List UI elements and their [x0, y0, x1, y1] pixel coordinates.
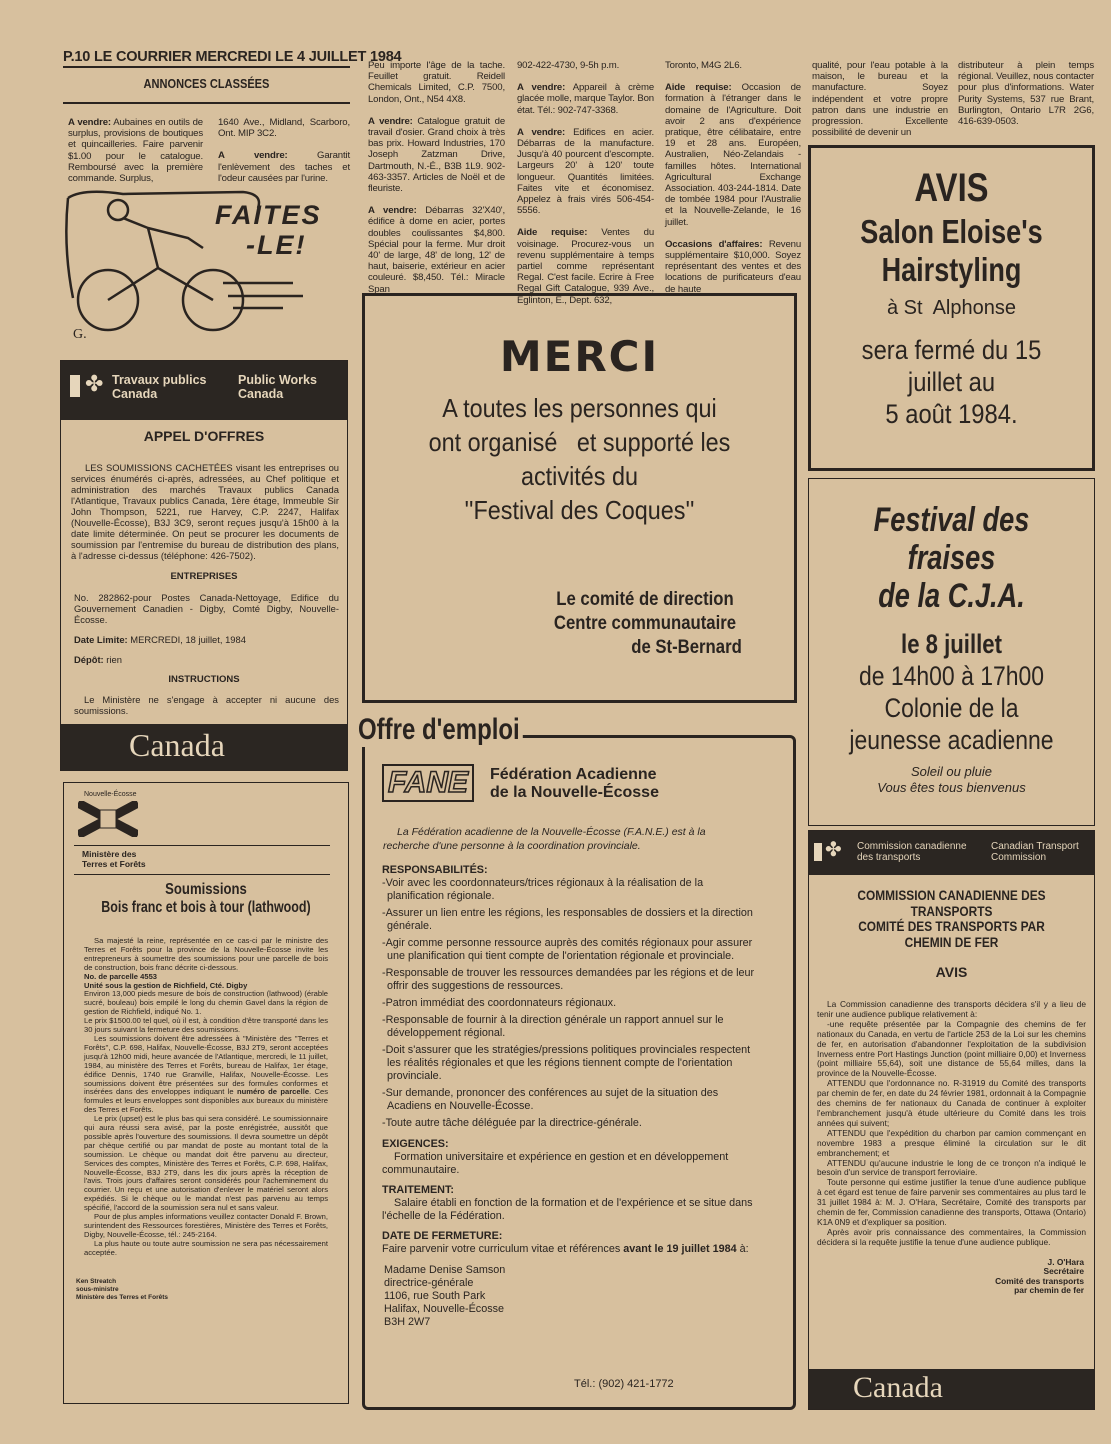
public-works-banner	[61, 361, 347, 420]
deadline-line	[74, 634, 339, 645]
ad-text: Appareil à crème glacée molle, marque Taylor. Bon état. Tél.: 902-747-3368.	[517, 82, 655, 116]
deposit-line	[74, 654, 339, 665]
signature-line: par chemin de fer	[1014, 1285, 1084, 1296]
salon-closure-ad	[808, 145, 1095, 471]
signature-line: sous-ministre	[76, 1285, 119, 1293]
signature-line: Comité des transports	[995, 1275, 1084, 1286]
address-line: Madame Denise Samson	[384, 1264, 506, 1276]
classified-ad	[517, 60, 654, 71]
page-masthead: P.10 LE COURRIER MERCREDI LE 4 JUILLET 1984	[63, 49, 402, 65]
title-line: COMMISSION CANADIENNE DES	[857, 888, 1046, 903]
list-item: -Toute autre tâche déléguée par la directrice-générale.	[382, 1117, 642, 1129]
classified-column	[68, 117, 203, 195]
job-details	[382, 864, 762, 1329]
ad-category: Aide requise:	[517, 227, 588, 239]
ad-category: A vendre:	[517, 126, 566, 138]
ad-text: Garantit l'enlèvement des taches et l'odeur causées par l'urine.	[218, 150, 350, 184]
classified-ad	[665, 60, 801, 71]
strawberry-festival-ad	[808, 478, 1095, 826]
festival-title-line: de la C.J.A.	[878, 577, 1025, 615]
classified-ad	[368, 205, 505, 295]
salon-name-line: Salon Eloise's	[860, 213, 1043, 250]
instructions-text: Le Ministère ne s'engage à accepter ni aucune des soumissions.	[74, 694, 339, 716]
body-paragraph: Sa majesté la reine, représentée en ce cas-ci par le ministre des Terres et Forêts pour la province de la Nouvelle-Écosse invite les entrepreneurs à soumettre des soumissions pour une parcelle de bois de construction, bois franc décrite ci-dessous.	[84, 936, 328, 972]
title-line: TRANSPORTS	[910, 903, 993, 919]
place-line: jeunesse acadienne	[849, 725, 1054, 755]
list-item: -Doit s'assurer que les stratégies/pressions politiques provinciales respectent les réalités régionales et que les régions tiennent compte de l'orientation provinciale.	[382, 1044, 751, 1082]
artist-signature: G.	[73, 327, 87, 342]
closure-dates	[828, 334, 1075, 430]
maple-leaf-icon: ✤	[825, 839, 842, 861]
signature-block	[76, 1278, 348, 1302]
requirements-text: Formation universitaire et expérience en gestion et en développement communautaire.	[382, 1151, 729, 1176]
section-heading: INSTRUCTIONS	[168, 674, 240, 685]
classified-ad	[218, 150, 350, 184]
cyclist-illustration	[63, 188, 348, 348]
classifieds-rule	[63, 102, 350, 104]
title-line: CHEMIN DE FER	[904, 934, 999, 950]
title-line: COMITÉ DES TRANSPORTS PAR	[858, 919, 1045, 934]
list-item: ATTENDU que l'ordonnance no. R-31919 du Comité des transports par chemin de fer, en date du 24 février 1981, ordonnait à la Compagnie des chemins de fer nationaux du Canada de continuer à exploiter l'embranchement jusqu'à étude ultérieure du Comité dans les trois années qui suivent;	[817, 1078, 1086, 1128]
classified-column	[368, 60, 505, 306]
body-paragraph: Environ 13,000 pieds mesure de bois de construction (lathwood) (érable sucré, bouleau) bois empilé le long du chemin Gavel dans la région de gestion de Richfield, indiqué No. 1.	[84, 989, 328, 1017]
transport-commission-notice	[808, 830, 1095, 1410]
commission-name-fr	[857, 841, 967, 863]
ad-text: Peu importe l'âge de la tache. Feuillet gratuit. Reidell Chemicals Limited, C.P. 7500, London, Ont., N54 4X8.	[368, 60, 505, 105]
name-line: Canadian Transport	[991, 841, 1079, 852]
signature-line: Centre communautaire	[553, 613, 737, 634]
ad-text: distributeur à plein temps régional. Veuillez, nous contacter pour plus d'informations. Water Purity Systems, 537 rue Brant, Burlington, Ontario L7R 2G6, 416-639-0503.	[958, 60, 1094, 128]
section-label: TRAITEMENT:	[382, 1184, 454, 1196]
classified-ad	[517, 127, 654, 217]
ad-text: Occasion de formation à l'étranger dans le domaine de l'Agriculture. Doit avoir 2 ans d'expérience pratique, être célibataire, entre 19 et 28 ans. Européen, Australien, Néo-Zelandais - familles hôtes. International Agricultural Exchange Association. 403-244-1814. Date de tombée 1984 pour l'Australie et la Nouvelle-Zelande, le 16 juillet.	[665, 82, 801, 228]
province-label: Nouvelle-Écosse	[84, 791, 137, 798]
salon-location: à St Alphonse	[887, 297, 1016, 319]
slogan-line2: -LE!	[246, 230, 307, 260]
notice-body	[817, 1000, 1086, 1248]
ad-text: Toronto, M4G 2L6.	[665, 60, 742, 71]
address-line: 1106, rue South Park	[384, 1290, 486, 1302]
ad-text: Aubaines en outils de surplus, provisions de boutiques et quincailleries. Faire parvenir $1.00 pour le catalogue. Remboursé avec la première commande. Surplus,	[68, 117, 203, 185]
list-item: -Assurer un lien entre les régions, les responsables de dossiers et la direction générale.	[382, 907, 753, 932]
list-item: -Responsable de trouver les ressources demandées par les régions et de leur offrir des suggestions de ressources.	[382, 967, 755, 992]
section-label: DATE DE FERMETURE:	[382, 1230, 503, 1242]
list-item: Toute personne qui estime justifier la tenue d'une audience publique à cet égard est tenue de faire parvenir ses commentaires au plus tard le 31 juillet 1984 à: M. J. O'Hara, Secrétaire, Comité des transports par chemin de fer, Commission canadienne des transports, Ottawa (Ontario) K1A 0N9 et d'expliquer sa position.	[817, 1177, 1086, 1227]
salon-name-line: Hairstyling	[881, 251, 1022, 288]
ad-text: Revenu supplémentaire $10,000. Soyez représentant des ventes et des locations de purificateurs d'eau de haute	[665, 238, 802, 295]
note-line: Soleil ou pluie	[911, 764, 992, 779]
org-line: de la Nouvelle-Écosse	[490, 784, 659, 801]
responsibilities-list	[382, 877, 762, 1130]
closure-line: sera fermé du 15	[861, 335, 1042, 365]
merci-signature	[531, 588, 760, 660]
body-paragraph: Pour de plus amples informations veuillez contacter Donald F. Brown, surintendent des Ressources forestières, Ministère des Terres et Forêts, Digby, Nouvelle-Écosse, tél.: 245-2164.	[84, 1212, 328, 1239]
ad-text: qualité, pour l'eau potable à la maison, le bureau et la manufacture. Soyez indépendent et votre propre patron dans une industrie en progression. Excellente possibilité de devenir un	[812, 60, 948, 139]
signature-line: de St-Bernard	[631, 637, 742, 658]
text-run: . Ces formules et leurs enveloppes sont disponibles aux bureaux du ministère des Terres et Forêts.	[84, 1087, 328, 1115]
lot-number: No. de parcelle 4553	[84, 971, 158, 981]
merci-line: ont organisé et supporté les	[428, 427, 731, 457]
section-label: EXIGENCES:	[382, 1138, 449, 1150]
signature-line: Ken Streatch	[76, 1277, 117, 1285]
dept-name-en: Public Works Canada	[238, 373, 317, 401]
classifieds-title: ANNONCES CLASSÉES	[143, 76, 270, 91]
ad-text: 902-422-4730, 9-5h p.m.	[517, 60, 620, 71]
classified-ad	[517, 82, 654, 116]
festival-date: le 8 juillet	[901, 629, 1002, 659]
commission-banner	[809, 831, 1094, 875]
classified-column	[517, 60, 654, 317]
tender-subtitle: Bois franc et bois à tour (lathwood)	[101, 899, 311, 916]
text-run: Les soumissions doivent être adressées à ''Ministère des ''Terres et Forêts'', C.P. 698, Halifax, Nouvelle-Écosse, B3J 2T9, seront acceptées jusqu'à 12h00 midi, heure avancée de l'Atlantique, mercredi, le 11 juillet, 1984, au ministère des Terres et Forêts, bureau de Halifax, 1er étage, édifice Dennis, 1740 rue Granville, Halifax, Nouvelle-Écosse. Les soumissions doivent être présentées sur des formules conformes et insérées dans des enveloppes indiquant le	[84, 1033, 328, 1097]
merci-line: ''Festival des Coques''	[464, 495, 695, 525]
commission-name-en	[991, 841, 1079, 863]
ad-category: A vendre:	[368, 205, 417, 217]
address-line: B3H 2W7	[384, 1316, 431, 1328]
ad-category: Aide requise:	[665, 82, 732, 94]
list-item: -Sur demande, prononcer des conférences au sujet de la situation des Acadiens en Nouvelle-Écosse.	[382, 1087, 719, 1112]
closure-line: 5 août 1984.	[885, 399, 1018, 429]
notice-title	[826, 888, 1077, 950]
list-item: -Agir comme personne ressource auprès des comités régionaux pour assurer une planification qui tient compte de l'orientation régionale et provinciale.	[382, 937, 753, 962]
classified-ad	[68, 117, 203, 184]
ministry-line: Ministère des	[82, 849, 137, 859]
classified-column	[812, 60, 948, 149]
body-paragraph: Le prix (upset) est le plus bas qui sera considéré. Le soumissionnaire qui aura réussi sera avisé, par la poste enrégistrée, aussitôt que possible après l'ouverture des soumissions. Il devra soumettre un dépôt par chèque certifié ou par mandat de poste au montant total de la soumission. Le chèque ou mandat doit être parvenu au directeur, Services des comptes, Ministère des Terres et Forêts, C.P. 698, Halifax, Nouvelle-Écosse, B3J 2T9, dans les dix jours après la réception de l'avis. Trois jours d'affaires seront considérés pour l'acheminement du courrier. Un reçu et une autorisation d'enlever le matériel seront alors expédiés. Si le chèque ou le mandat n'est pas parvenu au temps spécifié, l'accord de la soumission sera nul et sans valeur.	[84, 1114, 328, 1213]
ad-text: 1640 Ave., Midland, Scarboro, Ont. MIP 3C2.	[218, 117, 350, 140]
list-item: La Commission canadienne des transports décidera s'il y a lieu de tenir une audience publique relativement à:	[817, 999, 1086, 1019]
contact-address	[384, 1264, 762, 1329]
nova-scotia-flag-icon	[78, 801, 138, 837]
job-offer-heading: Offre d'emploi	[358, 713, 523, 747]
job-intro: La Fédération acadienne de la Nouvelle-Écosse (F.A.N.E.) est à la recherche d'une personne à la coordination provinciale.	[383, 826, 706, 852]
text-run: à:	[736, 1243, 749, 1255]
ad-category: A vendre:	[517, 82, 566, 94]
slogan-line1: FAITES	[215, 200, 322, 230]
ad-category: A vendre:	[368, 115, 413, 127]
signature-line: J. O'Hara	[1047, 1256, 1084, 1267]
text-run: Faire parvenir votre curriculum vitae et références	[382, 1243, 624, 1255]
classified-column	[665, 60, 801, 306]
tender-intro: LES SOUMISSIONS CACHETÉES visant les entreprises ou services énumérés ci-après, adressées, au Chef politique et administration des marchés Travaux publics Canada l'Atlantique, Travaux publics Canada, 1ère étage, Immeuble Sir John Thompson, 5221, rue Harvey, C.P. 2247, Halifax (Nouvelle-Écosse), B3J 3C9, seront reçues jusqu'à 15h00 à la date limite déterminée. On peut se procurer les documents de soumission par l'entremise du bureau de distribution des plans, à l'adresse ci-dessus (téléphone: 426-7502).	[71, 462, 339, 561]
place-line: Colonie de la	[884, 693, 1019, 723]
org-name	[490, 766, 659, 802]
ad-text: Catalogue gratuit de travail d'osier. Grand choix à très bas prix. Howard Industries, 170 Joseph Zatzman Drive, Dartmouth, N.-É., B3B 1L9. 902-463-3357. Articles de Noël et de fleuriste.	[368, 115, 506, 195]
lands-forests-tender-ad	[63, 782, 349, 1404]
closing-text	[382, 1243, 762, 1256]
list-item: ATTENDU qu'aucune industrie le long de ce tronçon n'a indiqué le besoin d'un service de transport ferroviaire.	[817, 1157, 1086, 1178]
salary-text: Salaire établi en fonction de la formation et de l'expérience et se situe dans l'échelle de la Fédération.	[382, 1197, 753, 1222]
ad-text: Débarras 32'X40', édifice à dome en acier, portes doubles coulissantes $4,800. Spécial pour la ferme. Mur droit 40' de large, 48' de long, 12' de haut, baiserie, extérieur en acier couleuré. $8,450. Tél.: Miracle Span	[368, 205, 505, 295]
body-paragraph	[84, 1035, 328, 1115]
merci-line: activités du	[520, 461, 639, 491]
classified-ad	[218, 117, 350, 139]
ad-category: A vendre:	[68, 117, 111, 128]
classified-ad	[958, 60, 1094, 127]
classified-ad	[368, 60, 505, 105]
merci-body	[386, 391, 772, 527]
festival-note	[809, 764, 1094, 796]
ministry-line: Terres et Forêts	[82, 859, 146, 869]
classified-ad	[665, 239, 801, 295]
list-item: -Patron immédiat des coordonnateurs régionaux.	[382, 997, 617, 1009]
public-works-ad	[60, 360, 348, 771]
festival-title-line: fraises	[907, 539, 996, 577]
festival-title	[838, 501, 1066, 615]
name-line: Commission	[991, 852, 1047, 863]
dept-name-fr: Travaux publics Canada	[112, 373, 207, 401]
fane-logo: FANE	[382, 764, 474, 802]
signature-line: Ministère des Terres et Forêts	[76, 1293, 168, 1301]
tender-title: APPEL D'OFFRES	[143, 428, 265, 444]
list-item: ATTENDU que l'expédition du charbon par camion commençant en novembre 1983 a presque éliminé la circulation sur le dit embranchement; et	[817, 1127, 1086, 1158]
closure-line: juillet au	[907, 367, 996, 397]
address-line: Halifax, Nouvelle-Écosse	[384, 1303, 505, 1315]
note-line: Vous êtes tous bienvenus	[877, 780, 1026, 795]
section-label: RESPONSABILITÉS:	[382, 864, 488, 876]
deadline-value: MERCREDI, 18 juillet, 1984	[127, 634, 246, 645]
classified-ad	[665, 82, 801, 228]
signature-line: Secrétaire	[1043, 1266, 1084, 1277]
name-line: Commission canadienne	[857, 841, 967, 852]
list-item: -Voir avec les coordonnateurs/trices régionaux à la réalisation de la planification régionale.	[382, 877, 704, 902]
tender-body	[84, 937, 328, 1258]
list-item: -Responsable de fournir à la direction générale un rapport annuel sur le développement régional.	[382, 1014, 724, 1039]
festival-time: de 14h00 à 17h00	[858, 661, 1045, 691]
body-paragraph: Le prix $1500.00 tel quel, où il est, à condition d'être transporté dans les 30 jours suivant la fermeture des soumissions.	[84, 1016, 328, 1035]
maple-leaf-icon: ✤	[85, 371, 104, 396]
address-line: directrice-générale	[384, 1277, 474, 1289]
ad-category: A vendre:	[218, 150, 288, 162]
signature-line: Le comité de direction	[556, 589, 734, 610]
classified-column	[958, 60, 1094, 138]
festival-place	[830, 692, 1072, 756]
deposit-value: rien	[103, 654, 122, 665]
merci-ad	[362, 293, 797, 703]
name-line: des transports	[857, 852, 921, 863]
classified-ad	[812, 60, 948, 138]
festival-title-line: Festival des	[873, 501, 1030, 539]
notice-title: AVIS	[914, 166, 989, 210]
deposit-label: Dépôt:	[74, 654, 104, 665]
text-run-bold: numéro de parcelle	[236, 1087, 310, 1097]
section-heading: ENTREPRISES	[170, 571, 238, 582]
classified-column	[218, 117, 350, 195]
list-item: -une requête présentée par la Compagnie des chemins de fer nationaux du Canada, en vertu de l'article 253 de la Loi sur les chemins de fer, en autorisation d'abandonner l'exploitation de la subdivision Inverness entre Port Hastings Junction (point milliaire 0,00) et Inverness (point milliaire 55,64), soit une distance de 55,64 milles, dans la province de la Nouvelle-Écosse.	[817, 1018, 1086, 1079]
signature-block	[809, 1258, 1084, 1296]
salon-name	[836, 213, 1066, 289]
contact-phone: Tél.: (902) 421-1772	[574, 1378, 674, 1390]
canada-wordmark: Canada	[129, 727, 225, 763]
deadline-label: Date Limite:	[74, 634, 128, 645]
ministry-name	[82, 849, 348, 869]
flag-bar-icon	[814, 843, 822, 861]
merci-title: MERCI	[499, 332, 660, 381]
canada-wordmark-bar	[809, 1369, 1094, 1409]
masthead-rule	[63, 66, 350, 68]
closing-date: avant le 19 juillet 1984	[623, 1243, 737, 1255]
canada-wordmark: Canada	[853, 1371, 943, 1404]
flag-bar-icon	[70, 375, 80, 397]
body-paragraph: La plus haute ou toute autre soumission ne sera pas nécessairement acceptée.	[84, 1238, 328, 1257]
org-line: Fédération Acadienne	[490, 766, 657, 783]
notice-avis: AVIS	[935, 964, 968, 980]
canada-wordmark-bar	[61, 724, 347, 770]
ad-text: Edifices en acier. Débarras de la manufacture. Jusqu'à 40 pourcent d'escompte. Largeurs 20' à 120' toute longueur. Quantités limitées. Faites vite et économisez. Appelez à frais virés 506-454-5556.	[517, 126, 654, 217]
tender-title: Soumissions	[165, 881, 247, 898]
ad-category: Occasions d'affaires:	[665, 238, 763, 250]
list-item: Après avoir pris connaissance des commentaires, la Commission décidera si la requête justifie la tenue d'une audience publique.	[817, 1226, 1086, 1247]
ad-text: Ventes du voisinage. Procurez-vous un revenu supplémentaire à temps partiel comme représentant Regal. C'est facile. Ecrire à Free Regal Gift Catalogue, 939 Ave., Eglinton, E., Dept. 632,	[517, 227, 655, 306]
management-unit: Unité sous la gestion de Richfield, Cté. Digby	[84, 980, 248, 990]
classified-ad	[368, 116, 505, 194]
merci-line: A toutes les personnes qui	[442, 393, 717, 423]
tender-item: No. 282862-pour Postes Canada-Nettoyage, Edifice du Gouvernement Canadien - Digby, Comté Digby, Nouvelle-Écosse.	[74, 592, 339, 625]
